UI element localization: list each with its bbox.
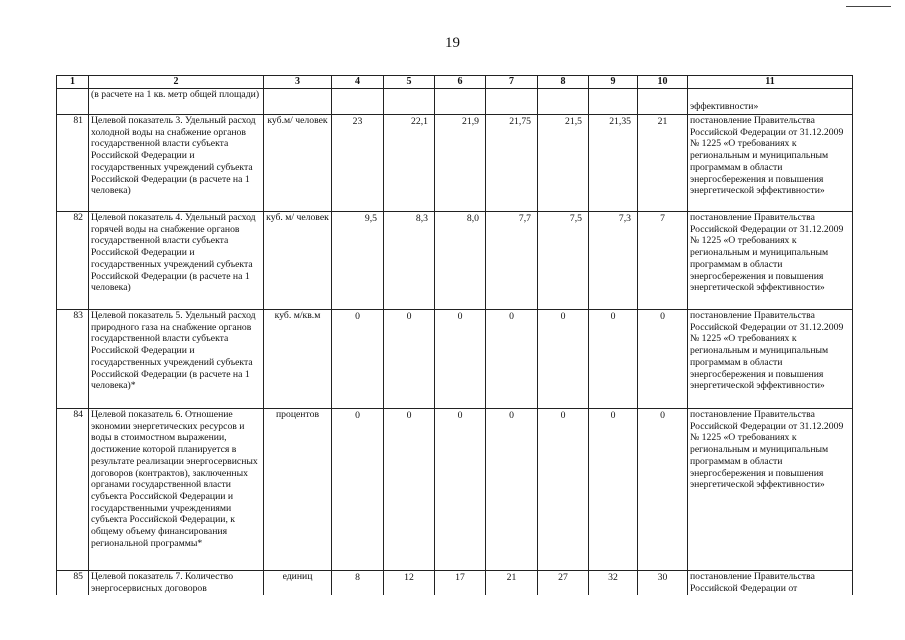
legal-basis: постановление Правительства Российской Федерации от 31.12.2009 № 1225 «О требованиях к региональным и муниципальным программам в области энергосбережения и повышения энергетической эффективности»: [688, 310, 853, 409]
value-cell: 0: [332, 409, 384, 571]
value-cell: 0: [538, 310, 589, 409]
value-cell: 21: [638, 115, 688, 212]
row-number: 85: [57, 571, 89, 595]
value-cell: 0: [486, 310, 538, 409]
header-cell: 6: [435, 76, 486, 89]
legal-basis: постановление Правительства Российской Федерации от: [688, 571, 853, 595]
value-cell: 8: [332, 571, 384, 595]
value-cell: 12: [384, 571, 435, 595]
unit-cell: куб. м/ человек: [264, 212, 332, 310]
value-cell: 30: [638, 571, 688, 595]
value-cell: 17: [435, 571, 486, 595]
value-cell: 32: [589, 571, 638, 595]
value-cell: 9,5: [332, 212, 384, 310]
value-cell: 21,5: [538, 115, 589, 212]
row-number: 81: [57, 115, 89, 212]
header-cell: 8: [538, 76, 589, 89]
header-cell: 4: [332, 76, 384, 89]
value-cell: 7,7: [486, 212, 538, 310]
value-cell: 0: [589, 409, 638, 571]
top-rule: [846, 6, 891, 7]
value-cell: 0: [332, 310, 384, 409]
value-cell: 0: [538, 409, 589, 571]
value-cell: 0: [435, 409, 486, 571]
value-cell: 0: [589, 310, 638, 409]
header-cell: 11: [688, 76, 853, 89]
value-cell: 22,1: [384, 115, 435, 212]
indicator-description: Целевой показатель 4. Удельный расход горячей воды на снабжение органов государственной власти субъекта Российской Федерации и государственных учреждений субъекта Российской Федерации (в расчете на 1 человека): [89, 212, 264, 310]
legal-basis: постановление Правительства Российской Федерации от 31.12.2009 № 1225 «О требованиях к региональным и муниципальным программам в области энергосбережения и повышения энергетической эффективности»: [688, 409, 853, 571]
indicator-description: Целевой показатель 5. Удельный расход природного газа на снабжение органов государственной власти субъекта Российской Федерации и государственных учреждений субъекта Российской Федерации (в расчете на 1 человека)*: [89, 310, 264, 409]
value-cell: 0: [384, 409, 435, 571]
indicator-description: Целевой показатель 6. Отношение экономии энергетических ресурсов и воды в стоимостном выражении, достижение которой планируется в результате реализации энергосервисных договоров (контрактов), заключенных органами государственной власти субъекта Российской Федерации и государственными учреждениями субъекта Российской Федерации, к общему объему финансирования региональной программы*: [89, 409, 264, 571]
unit-cell: процентов: [264, 409, 332, 571]
continuation-desc: (в расчете на 1 кв. метр общей площади): [89, 89, 264, 115]
unit-cell: куб. м/кв.м: [264, 310, 332, 409]
table-header-row: [57, 76, 853, 89]
value-cell: 7: [638, 212, 688, 310]
indicators-table: [56, 75, 853, 595]
value-cell: 7,5: [538, 212, 589, 310]
value-cell: 23: [332, 115, 384, 212]
value-cell: 7,3: [589, 212, 638, 310]
indicator-description: Целевой показатель 3. Удельный расход холодной воды на снабжение органов государственной власти субъекта Российской Федерации и государственных учреждений субъекта Российской Федерации (в расчете на 1 человека): [89, 115, 264, 212]
header-cell: 2: [89, 76, 264, 89]
value-cell: 8,0: [435, 212, 486, 310]
table-row: [57, 115, 853, 212]
value-cell: 21: [486, 571, 538, 595]
legal-basis: постановление Правительства Российской Федерации от 31.12.2009 № 1225 «О требованиях к региональным и муниципальным программам в области энергосбережения и повышения энергетической эффективности»: [688, 115, 853, 212]
unit-cell: куб.м/ человек: [264, 115, 332, 212]
value-cell: 21,35: [589, 115, 638, 212]
row-number: 84: [57, 409, 89, 571]
table-row: [57, 212, 853, 310]
value-cell: 0: [384, 310, 435, 409]
page-number: 19: [445, 35, 460, 51]
table-row: [57, 409, 853, 571]
value-cell: 0: [638, 409, 688, 571]
table-row: [57, 310, 853, 409]
header-cell: 9: [589, 76, 638, 89]
value-cell: 0: [435, 310, 486, 409]
value-cell: 0: [486, 409, 538, 571]
row-number: 83: [57, 310, 89, 409]
header-cell: 1: [57, 76, 89, 89]
header-cell: 10: [638, 76, 688, 89]
value-cell: 21,9: [435, 115, 486, 212]
header-cell: 5: [384, 76, 435, 89]
indicator-description: Целевой показатель 7. Количество энергосервисных договоров: [89, 571, 264, 595]
value-cell: 0: [638, 310, 688, 409]
header-cell: 3: [264, 76, 332, 89]
value-cell: 27: [538, 571, 589, 595]
value-cell: 8,3: [384, 212, 435, 310]
header-cell: 7: [486, 76, 538, 89]
value-cell: 21,75: [486, 115, 538, 212]
table-row: [57, 571, 853, 595]
legal-basis: постановление Правительства Российской Федерации от 31.12.2009 № 1225 «О требованиях к региональным и муниципальным программам в области энергосбережения и повышения энергетической эффективности»: [688, 212, 853, 310]
row-number: 82: [57, 212, 89, 310]
unit-cell: единиц: [264, 571, 332, 595]
continuation-law: эффективности»: [688, 89, 853, 115]
continuation-row: [57, 89, 853, 115]
